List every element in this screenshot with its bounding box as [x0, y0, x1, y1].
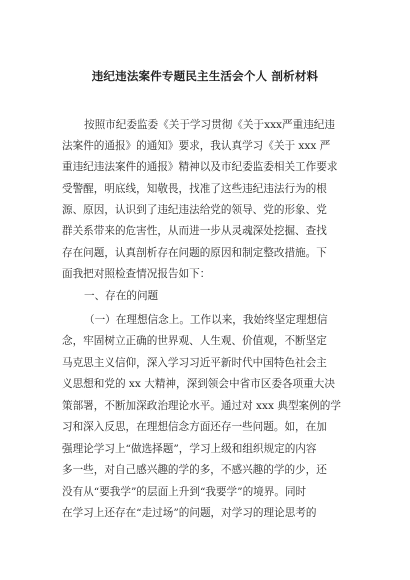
paragraph-line: 存在问题，认真剖析存在问题的原因和制定整改措施。下	[62, 247, 327, 259]
paragraph-line: 源、原因，认识到了违纪违法给党的领导、党的形象、党	[62, 204, 327, 216]
paragraph-line: 法案件的通报》的通知》要求，我认真学习《关于 xxx 严	[62, 140, 331, 152]
paragraph-line: 受警醒，明底线，知敬畏，找准了这些违纪违法行为的根	[62, 183, 327, 195]
paragraph-line: 群关系带来的危害性，从而进一步从灵魂深处挖掘、查找	[62, 225, 327, 237]
paragraph-line: 强理论学习上“做选择题”，学习上级和组织规定的内容	[62, 443, 317, 455]
paragraph-line: 马克思主义信仰，深入学习习近平新时代中国特色社会主	[62, 357, 327, 369]
paragraph-line: 多一些，对自己感兴趣的学的多，不感兴趣的学的少，还	[62, 464, 327, 476]
section-heading: 一、存在的问题	[84, 290, 159, 302]
paragraph-line: 没有从“要我学”的层面上升到“我要学”的境界。同时	[62, 486, 307, 498]
paragraph-line: 义思想和党的 xx 大精神，深到领会中省市区委各项重大决	[62, 378, 335, 390]
paragraph-line: 在学习上还存在“走过场”的问题，对学习的理论思考的	[62, 507, 317, 519]
paragraph-line: 策部署，不断加深政治理论水平。通过对 xxx 典型案例的学	[62, 400, 341, 412]
paragraph-line: 念，牢固树立正确的世界观、人生观、价值观，不断坚定	[62, 335, 327, 347]
paragraph-line: 习和深入反思，在理想信念方面还存一些问题。如，在加	[62, 421, 327, 433]
paragraph-line: 面我把对照检查情况报告如下：	[62, 268, 211, 280]
paragraph-line: 按照市纪委监委《关于学习贯彻《关于xxx严重违纪违	[84, 119, 335, 131]
paragraph-line: （一）在理想信念上。工作以来，我始终坚定理想信	[84, 314, 328, 326]
document-title: 违纪违法案件专题民主生活会个人 剖析材料	[91, 69, 319, 83]
paragraph-line: 重违纪违法案件的通报》精神以及市纪委监委相关工作要求	[62, 161, 338, 173]
